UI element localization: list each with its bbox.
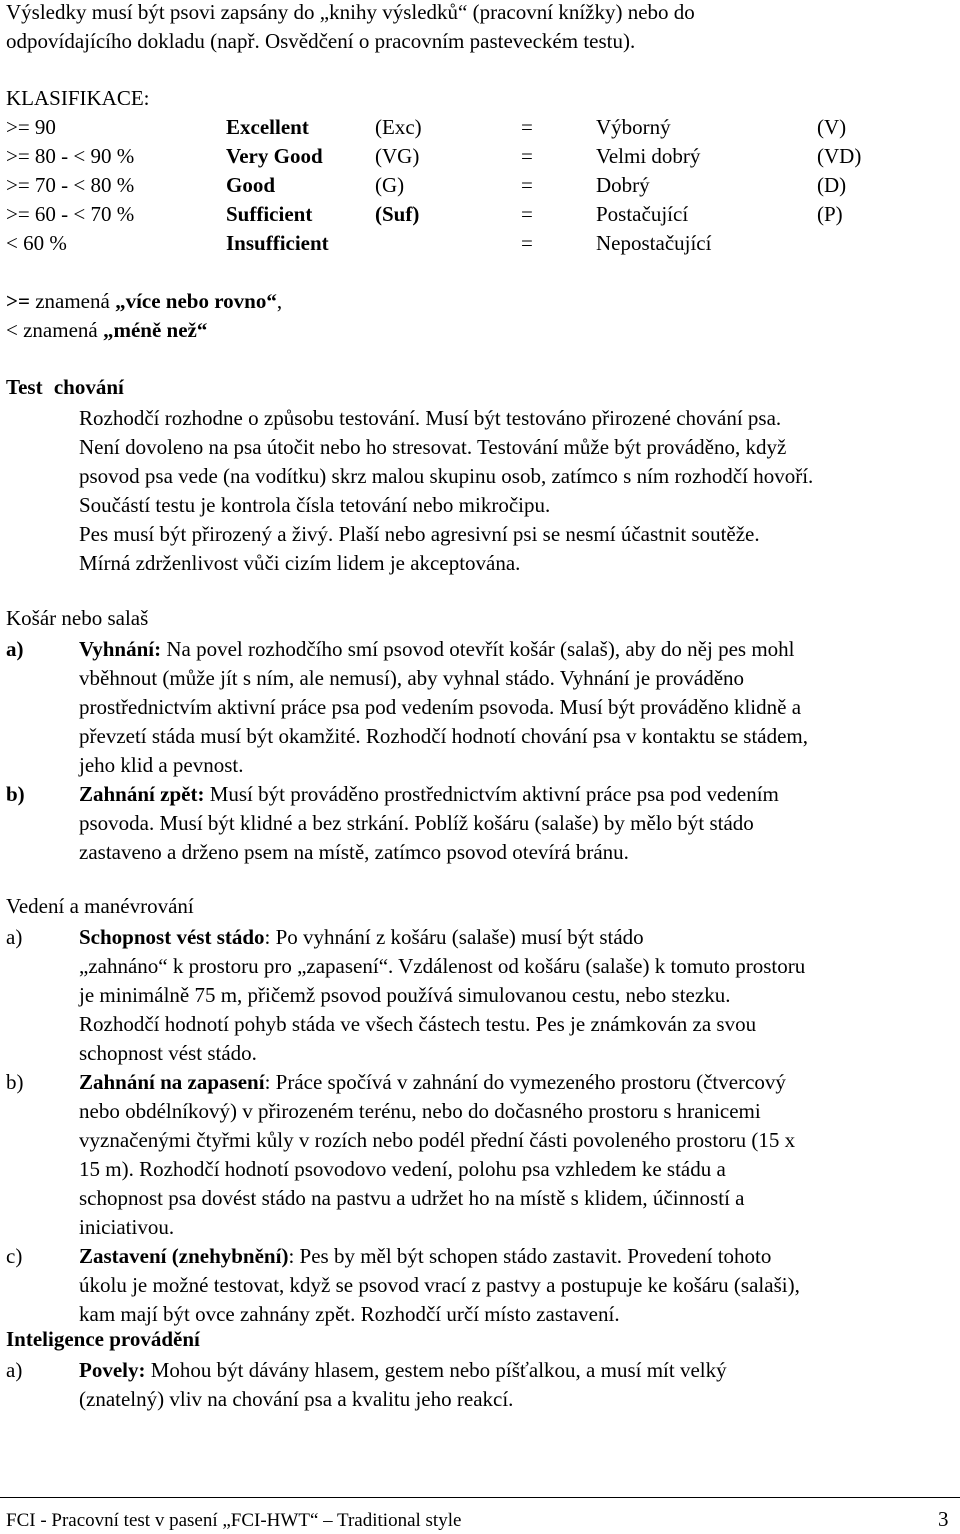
item-marker: b) — [6, 782, 25, 806]
grade-abbr: (G) — [375, 173, 405, 197]
grade-name: Insufficient — [226, 231, 329, 255]
equals: = — [521, 202, 533, 226]
legend-word: znamená — [29, 289, 116, 313]
range: >= 60 - < 70 % — [6, 202, 135, 226]
range: >= 80 - < 90 % — [6, 144, 135, 168]
item-label: Povely: — [79, 1358, 146, 1382]
grade-name: Very Good — [226, 144, 323, 168]
item-marker: b) — [6, 1070, 24, 1094]
range: >= 70 - < 80 % — [6, 173, 135, 197]
footer-divider — [0, 1497, 960, 1498]
grade-abbr: (VG) — [375, 144, 420, 168]
item-marker: a) — [6, 1358, 23, 1382]
item-text: Zastavení (znehybnění): Pes by měl být schopen stádo zastavit. Provedení tohoto úkolu je možné testovat, když se psovod vrací z pastvy a postupuje ke košáru (salaši), kam mají být ovce zahnány zpět. Rozhodčí určí místo zastavení. — [79, 1244, 800, 1326]
item-text: Zahnání zpět: Musí být prováděno prostřednictvím aktivní práce psa pod vedením psovoda. Musí být klidné a bez strkání. Poblíž košáru (salaše) by mělo být stádo zastaveno a drženo psem na místě, zatímco psovod otevírá bránu. — [79, 782, 779, 864]
equals: = — [521, 173, 533, 197]
grade-name: Sufficient — [226, 202, 313, 226]
pen-section-title: Košár nebo salaš — [6, 606, 149, 630]
page-number: 3 — [938, 1507, 949, 1531]
item-label: Zastavení (znehybnění) — [79, 1244, 289, 1268]
item-label: Vyhnání: — [79, 637, 162, 661]
legend-word: znamená — [17, 318, 103, 342]
legend-line-1 — [6, 289, 282, 313]
text-line: Pes musí být přirozený a živý. Plaší nebo agresivní psi se nesmí účastnit soutěže. — [79, 522, 760, 546]
legend-end: , — [276, 289, 283, 313]
legend-symbol: < — [6, 318, 18, 342]
list-item — [6, 923, 960, 1068]
text-line: Mírná zdrženlivost vůči cizím lidem je akceptována. — [79, 551, 521, 575]
text-line: Rozhodčí rozhodne o způsobu testování. Musí být testováno přirozené chování psa. — [79, 406, 782, 430]
pen-list — [6, 635, 960, 867]
item-label: Schopnost vést stádo — [79, 925, 265, 949]
guiding-list — [6, 923, 960, 1329]
grade-abbr: (Exc) — [375, 115, 422, 139]
grade-cz: Postačující — [596, 202, 689, 226]
item-marker: a) — [6, 925, 23, 949]
equals: = — [521, 144, 533, 168]
equals: = — [521, 115, 533, 139]
grade-cz-abbr: (P) — [817, 202, 843, 226]
grade-cz-abbr: (D) — [817, 173, 847, 197]
text-line: psovod psa vede (na vodítku) skrz malou skupinu osob, zatímco s ním rozhodčí hovoří. — [79, 464, 814, 488]
classification-title: KLASIFIKACE: — [6, 86, 150, 110]
legend-symbol: >= — [6, 289, 30, 313]
item-label: Zahnání zpět: — [79, 782, 205, 806]
grade-abbr: (Suf) — [375, 202, 420, 226]
intelligence-list — [6, 1356, 960, 1414]
equals: = — [521, 231, 533, 255]
grade-cz-abbr: (VD) — [817, 144, 862, 168]
guiding-section-title: Vedení a manévrování — [6, 894, 194, 918]
item-marker: a) — [6, 637, 24, 661]
grade-name: Excellent — [226, 115, 309, 139]
item-text: Schopnost vést stádo: Po vyhnání z košáru (salaše) musí být stádo „zahnáno“ k prostoru pro „zapasení“. Vzdálenost od košáru (salaše) k tomuto prostoru je minimálně 75 m, přičemž psovod používá simulovanou cestu, nebo stezku. Rozhodčí hodnotí pohyb stáda ve všech částech testu. Pes je známkován za svou schopnost vést stádo. — [79, 925, 806, 1065]
item-marker: c) — [6, 1244, 23, 1268]
grade-cz: Výborný — [596, 115, 671, 139]
behavior-test-title: Test chování — [6, 375, 124, 399]
text-line: Součástí testu je kontrola čísla tetování nebo mikročipu. — [79, 493, 551, 517]
grade-cz-abbr: (V) — [817, 115, 847, 139]
intro-line-1: Výsledky musí být psovi zapsány do „knihy výsledků“ (pracovní knížky) nebo do — [6, 0, 695, 24]
list-item — [6, 1356, 960, 1414]
list-item — [6, 1242, 960, 1329]
item-text: Zahnání na zapasení: Práce spočívá v zahnání do vymezeného prostoru (čtvercový nebo obdélníkový) v přirozeném terénu, nebo do dočasného prostoru s hranicemi vyznačenými čtyřmi kůly v rozích nebo podél přední části povoleného prostoru (15 x 15 m). Rozhodčí hodnotí psovodovo vedení, polohu psa vzhledem ke stádu a schopnost psa dovést stádo na pastvu a udržet ho na místě s klidem, účinností a iniciativou. — [79, 1070, 796, 1239]
grade-cz: Nepostačující — [596, 231, 712, 255]
legend-line-2 — [6, 318, 207, 342]
intro-line-2: odpovídajícího dokladu (např. Osvědčení o pracovním pasteveckém testu). — [6, 29, 636, 53]
footer-text: FCI - Pracovní test v pasení „FCI-HWT“ – Traditional style — [6, 1510, 462, 1531]
grade-cz: Velmi dobrý — [596, 144, 701, 168]
item-label: Zahnání na zapasení — [79, 1070, 265, 1094]
text-line: Není dovoleno na psa útočit nebo ho stresovat. Testování může být prováděno, když — [79, 435, 787, 459]
intelligence-section-title: Inteligence provádění — [6, 1327, 200, 1351]
behavior-test-body — [79, 404, 960, 578]
list-item — [6, 1068, 960, 1242]
range: >= 90 — [6, 115, 56, 139]
list-item — [6, 635, 960, 780]
item-text: Vyhnání: Na povel rozhodčího smí psovod otevřít košár (salaš), aby do něj pes mohl vběhnout (může jít s ním, ale nemusí), aby vyhnal stádo. Vyhnání je prováděno prostřednictvím aktivní práce psa pod vedením psovoda. Musí být prováděno klidně a převzetí stáda musí být okamžité. Rozhodčí hodnotí chování psa v kontaktu se stádem, jeho klid a pevnost. — [79, 637, 809, 777]
legend-term: „více nebo rovno“ — [115, 289, 277, 313]
grade-cz: Dobrý — [596, 173, 650, 197]
list-item — [6, 780, 960, 867]
item-text: Povely: Mohou být dávány hlasem, gestem nebo píšťalkou, a musí mít velký (znatelný) vliv na chování psa a kvalitu jeho reakcí. — [79, 1358, 727, 1411]
legend-term: „méně než“ — [102, 318, 208, 342]
range: < 60 % — [6, 231, 67, 255]
grade-name: Good — [226, 173, 276, 197]
